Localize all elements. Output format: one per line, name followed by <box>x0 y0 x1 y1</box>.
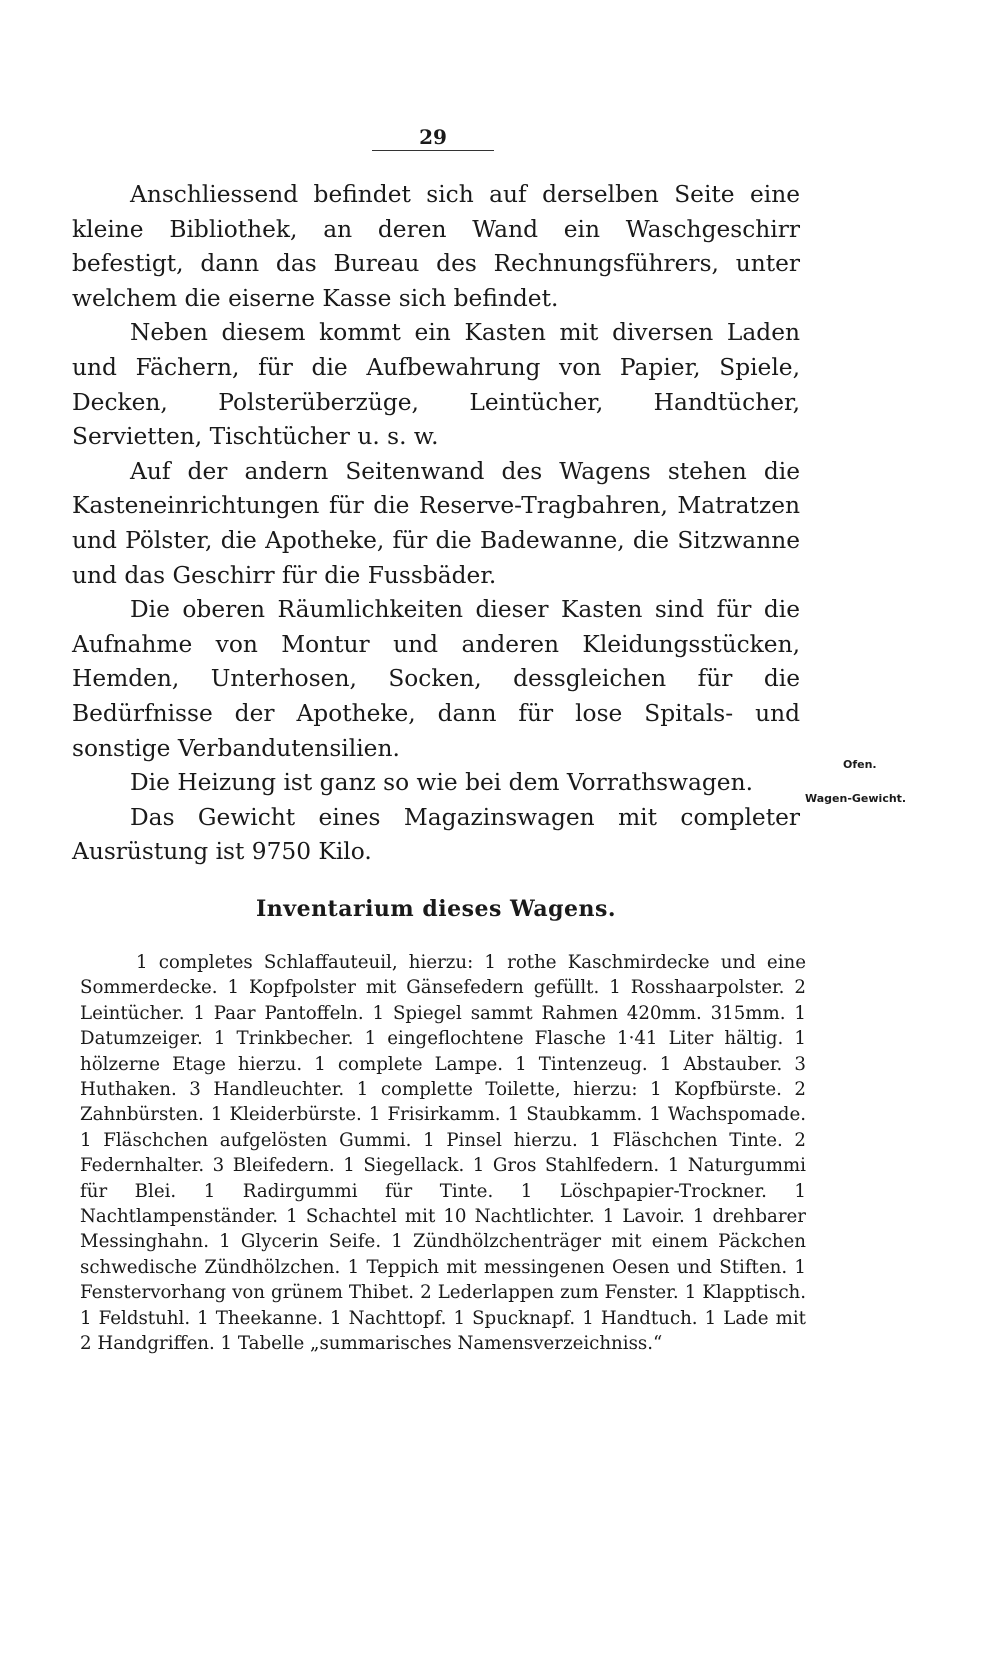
paragraph-seitenwand: Auf der andern Seitenwand des Wagens stehen die Kasteneinrichtungen für die Reserve-Tragbahren, Matratzen und Pölster, die Apotheke, für die Badewanne, die Sitzwanne und das Geschirr für die Fussbäder. <box>72 457 800 589</box>
inventory-list <box>80 950 806 1357</box>
paragraph-kasten: Neben diesem kommt ein Kasten mit diversen Laden und Fächern, für die Aufbewahrung von Papier, Spiele, Decken, Polsterüberzüge, Leintücher, Handtücher, Servietten, Tischtücher u. s. w. <box>72 319 800 451</box>
paragraph-bibliothek: Anschliessend befindet sich auf derselben Seite eine kleine Bibliothek, an deren Wand ein Waschgeschirr befestigt, dann das Bureau des Rechnungsführers, unter welchem die eiserne Kasse sich befindet. <box>72 181 800 312</box>
paragraph-gewicht: Das Gewicht eines Magazinswagen mit completer Ausrüstung ist 9750 Kilo. <box>72 803 800 866</box>
margin-note-heating: Ofen. <box>843 758 877 771</box>
inventory-paragraph: 1 completes Schlaffauteuil, hierzu: 1 rothe Kaschmirdecke und eine Sommerdecke. 1 Kopfpolster mit Gänsefedern gefüllt. 1 Rosshaarpolster. 2 Leintücher. 1 Paar Pantoffeln. 1 Spiegel sammt Rahmen 420mm. 315mm. 1 Datumzeiger. 1 Trinkbecher. 1 eingeflochtene Flasche 1·41 Liter hältig. 1 hölzerne Etage hierzu. 1 complete Lampe. 1 Tintenzeug. 1 Abstauber. 3 Huthaken. 3 Handleuchter. 1 complette Toilette, hierzu: 1 Kopfbürste. 2 Zahnbürsten. 1 Kleiderbürste. 1 Frisirkamm. 1 Staubkamm. 1 Wachspomade. 1 Fläschchen aufgelösten Gummi. 1 Pinsel hierzu. 1 Fläschchen Tinte. 2 Federnhalter. 3 Bleifedern. 1 Siegellack. 1 Gros Stahlfedern. 1 Naturgummi für Blei. 1 Radirgummi für Tinte. 1 Löschpapier-Trockner. 1 Nachtlampenständer. 1 Schachtel mit 10 Nachtlichter. 1 Lavoir. 1 drehbarer Messinghahn. 1 Glycerin Seife. 1 Zündhölzchenträger mit einem Päckchen schwedische Zündhölzchen. 1 Teppich mit messingenen Oesen und Stiften. 1 Fenstervorhang von grünem Thibet. 2 Lederlappen zum Fenster. 1 Klapptisch. 1 Feldstuhl. 1 Theekanne. 1 Nachttopf. 1 Spucknapf. 1 Handtuch. 1 Lade mit 2 Handgriffen. 1 Tabelle „summarisches Namensverzeichniss.“ <box>80 952 806 1355</box>
section-title: Inventarium dieses Wagens. <box>256 896 616 922</box>
paragraph-heizung: Die Heizung ist ganz so wie bei dem Vorrathswagen. <box>130 769 753 797</box>
page-number: 29 <box>419 125 447 149</box>
page-number-rule <box>372 150 494 151</box>
body-text <box>72 178 800 870</box>
margin-note-weight: Wagen-Gewicht. <box>805 792 907 805</box>
paragraph-raeumlichkeiten: Die oberen Räumlichkeiten dieser Kasten sind für die Aufnahme von Montur und anderen Kleidungsstücken, Hemden, Unterhosen, Socken, dessgleichen für die Bedürfnisse der Apotheke, dann für lose Spitals- und sonstige Verbandutensilien. <box>72 596 800 762</box>
